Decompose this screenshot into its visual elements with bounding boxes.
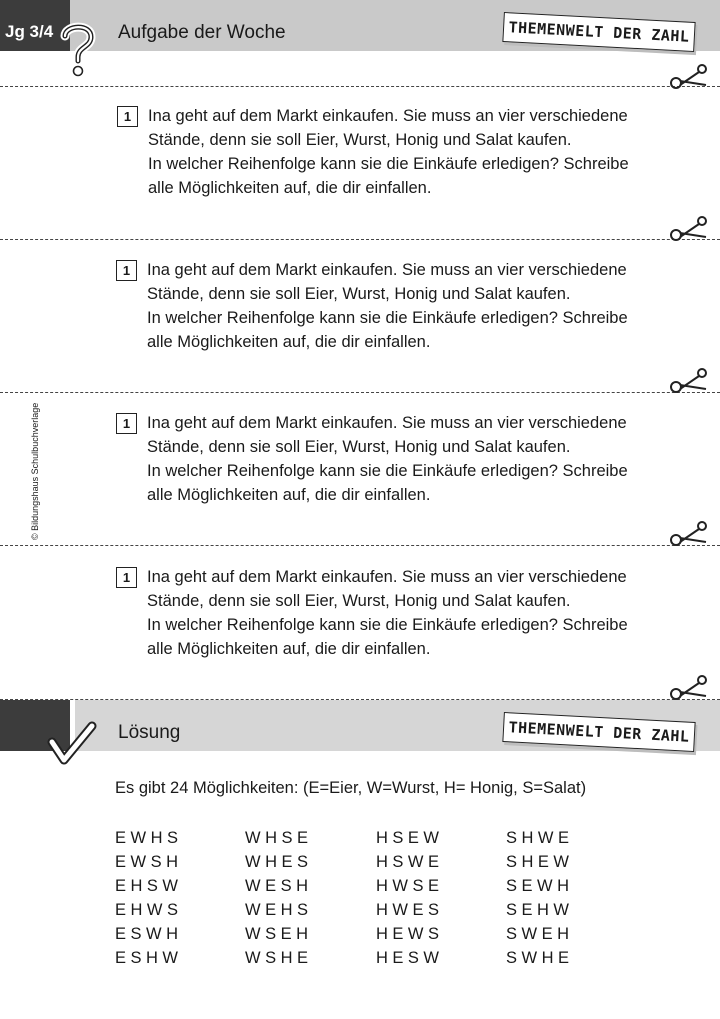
solution-item: HEWS [376, 925, 444, 943]
task-line: alle Möglichkeiten auf, die dir einfallen. [148, 179, 432, 197]
scissors-icon [668, 521, 708, 552]
cut-line [0, 392, 720, 393]
task-line: In welcher Reihenfolge kann sie die Einkäufe erledigen? Schreibe [147, 309, 628, 327]
scissors-icon [668, 675, 708, 706]
solution-item: EHSW [115, 877, 183, 895]
task-line: alle Möglichkeiten auf, die dir einfallen. [147, 333, 431, 351]
solution-item: EWSH [115, 853, 183, 871]
task-line: Ina geht auf dem Markt einkaufen. Sie muss an vier verschiedene [147, 568, 627, 586]
question-mark-icon [58, 20, 98, 78]
solution-intro: Es gibt 24 Möglichkeiten: (E=Eier, W=Wurst, H= Honig, S=Salat) [115, 779, 587, 797]
solution-item: SWEH [506, 925, 574, 943]
task-line: In welcher Reihenfolge kann sie die Einkäufe erledigen? Schreibe [147, 616, 628, 634]
task-line: Stände, denn sie soll Eier, Wurst, Honig und Salat kaufen. [148, 131, 572, 149]
task-line: In welcher Reihenfolge kann sie die Einkäufe erledigen? Schreibe [148, 155, 629, 173]
solution-item: HSWE [376, 853, 444, 871]
brand-stamp: THEMENWELT DER ZAHL [502, 12, 695, 52]
task-line: Stände, denn sie soll Eier, Wurst, Honig und Salat kaufen. [147, 285, 571, 303]
solution-item: WSEH [245, 925, 313, 943]
solution-item: SEHW [506, 901, 574, 919]
task-line: Ina geht auf dem Markt einkaufen. Sie muss an vier verschiedene [147, 414, 627, 432]
solution-column [115, 826, 183, 970]
solution-item: WHES [245, 853, 313, 871]
solution-item: EHWS [115, 901, 183, 919]
solution-item: ESHW [115, 949, 183, 967]
solution-item: HWES [376, 901, 444, 919]
scissors-icon [668, 368, 708, 399]
checkmark-icon [46, 720, 98, 768]
task-number: 1 [116, 567, 137, 588]
solution-title: Lösung [118, 722, 181, 743]
task-number: 1 [116, 260, 137, 281]
solution-item: WEHS [245, 901, 313, 919]
solution-item: SEWH [506, 877, 574, 895]
solution-item: HSEW [376, 829, 444, 847]
solution-item: SHEW [506, 853, 574, 871]
solution-column [506, 826, 574, 970]
task-number: 1 [117, 106, 138, 127]
task-text [148, 104, 629, 200]
grade-label: Jg 3/4 [5, 22, 54, 41]
cut-line [0, 545, 720, 546]
task-line: alle Möglichkeiten auf, die dir einfallen. [147, 486, 431, 504]
solution-item: ESWH [115, 925, 183, 943]
solution-item: WHSE [245, 829, 313, 847]
solution-item: HWSE [376, 877, 444, 895]
cut-line [0, 86, 720, 87]
task-line: Ina geht auf dem Markt einkaufen. Sie muss an vier verschiedene [147, 261, 627, 279]
task-line: Ina geht auf dem Markt einkaufen. Sie muss an vier verschiedene [148, 107, 628, 125]
scissors-icon [668, 64, 708, 95]
task-text [147, 258, 628, 354]
solution-item: SHWE [506, 829, 574, 847]
solution-column [245, 826, 313, 970]
cut-line [0, 699, 720, 700]
brand-stamp: THEMENWELT DER ZAHL [502, 712, 695, 752]
task-line: Stände, denn sie soll Eier, Wurst, Honig und Salat kaufen. [147, 438, 571, 456]
task-number: 1 [116, 413, 137, 434]
solution-item: HESW [376, 949, 444, 967]
task-text [147, 565, 628, 661]
solution-item: WESH [245, 877, 313, 895]
solution-item: EWHS [115, 829, 183, 847]
solution-column [376, 826, 444, 970]
task-line: Stände, denn sie soll Eier, Wurst, Honig und Salat kaufen. [147, 592, 571, 610]
task-line: alle Möglichkeiten auf, die dir einfallen. [147, 640, 431, 658]
task-line: In welcher Reihenfolge kann sie die Einkäufe erledigen? Schreibe [147, 462, 628, 480]
solution-item: SWHE [506, 949, 574, 967]
page-title: Aufgabe der Woche [118, 22, 286, 43]
cut-line [0, 239, 720, 240]
solution-item: WSHE [245, 949, 313, 967]
copyright-note: © Bildungshaus Schulbuchverlage [30, 402, 40, 540]
task-text [147, 411, 628, 507]
scissors-icon [668, 216, 708, 247]
